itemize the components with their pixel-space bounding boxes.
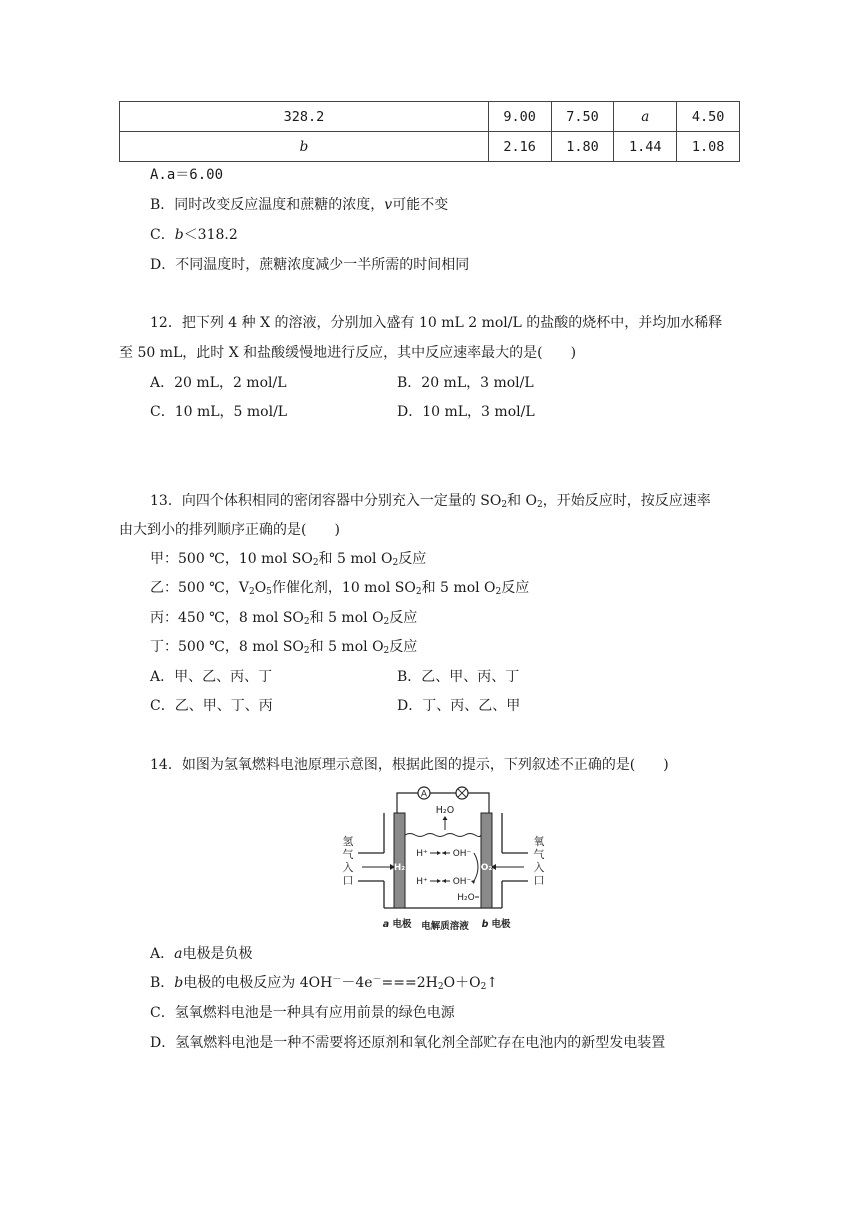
q14-option-c: C．氢氧燃料电池是一种具有应用前景的绿色电源 <box>150 1005 455 1021</box>
q13-text: 作催化剂，10 mol SO <box>271 580 416 596</box>
table-cell: 7.50 <box>551 102 614 132</box>
left-inlet-char: 口 <box>342 874 354 887</box>
q12-option-b: B．20 mL，3 mol/L <box>397 375 534 391</box>
h2o-bottom-label: H₂O <box>457 893 475 903</box>
q11-option-c-text: C． <box>150 227 175 243</box>
q13-text: 反应 <box>389 610 418 626</box>
q11-option-b-text2: 可能不变 <box>392 197 449 213</box>
q12-option-a: A．20 mL，2 mol/L <box>150 375 287 391</box>
q13-text: O <box>254 580 267 596</box>
left-inlet-char: 氢 <box>342 835 354 848</box>
table-cell: b <box>120 132 489 162</box>
label-a-var: a <box>382 919 390 930</box>
q14-stem: 14．如图为氢氧燃料电池原理示意图，根据此图的提示，下列叙述不正确的是( ) <box>150 757 669 773</box>
o2-label: O₂ <box>480 863 493 873</box>
label-a-electrode: 电极 <box>392 919 412 930</box>
h2o-top-label: H₂O <box>435 805 455 816</box>
h2-label: H₂ <box>393 863 406 873</box>
table-cell: 2.16 <box>488 132 551 162</box>
table-cell: 1.80 <box>551 132 614 162</box>
label-b-var: b <box>481 919 489 930</box>
q14-text: ===2H <box>381 975 438 991</box>
q13-text: 反应 <box>398 551 427 567</box>
rate-table <box>119 101 740 162</box>
q14-text: －4e <box>341 975 373 991</box>
label-b-electrode: 电极 <box>491 919 511 930</box>
subscript: 2 <box>501 500 508 510</box>
q11-option-b <box>150 195 448 215</box>
subscript: 2 <box>537 500 543 510</box>
q13-text: 反应 <box>501 580 530 596</box>
left-inlet-char: 入 <box>342 861 354 874</box>
electrode-b <box>481 813 492 908</box>
fuel-cell-diagram <box>338 783 558 937</box>
table-cell: 328.2 <box>120 102 489 132</box>
table-row <box>120 102 740 132</box>
ohminus-label: OH⁻ <box>452 877 472 887</box>
q13-case-yi <box>150 578 529 598</box>
q14-text: 电极是负极 <box>182 946 253 962</box>
table-cell: 4.50 <box>677 102 740 132</box>
q13-text: 丁：500 ℃，8 mol SO <box>150 639 304 655</box>
q14-option-a <box>150 944 252 964</box>
superscript: － <box>372 975 382 985</box>
q13-option-b: B．乙、甲、丙、丁 <box>397 669 520 685</box>
q13-text: 和 5 mol O <box>309 610 384 626</box>
q13-option-a: A．甲、乙、丙、丁 <box>150 669 273 685</box>
subscript: 2 <box>480 982 487 992</box>
q11-option-c <box>150 225 238 245</box>
electrode-a <box>394 813 405 908</box>
q13-text: 和 5 mol O <box>309 639 384 655</box>
q14-option-d: D．氢氧燃料电池是一种不需要将还原剂和氧化剂全部贮存在电池内的新型发电装置 <box>150 1035 666 1051</box>
table-cell: 9.00 <box>488 102 551 132</box>
left-inlet-char: 气 <box>342 848 354 861</box>
table-cell: 1.08 <box>677 132 740 162</box>
right-inlet-char: 入 <box>533 861 545 874</box>
right-inlet-char: 氧 <box>533 835 545 848</box>
q13-text: 乙：500 ℃，V <box>150 580 249 596</box>
q11-option-a: A.a＝6.00 <box>150 167 224 183</box>
q12-stem-line2: 至 50 mL，此时 X 和盐酸缓慢地进行反应，其中反应速率最大的是( ) <box>119 345 577 361</box>
right-inlet-char: 气 <box>533 848 545 861</box>
table-cell: 1.44 <box>614 132 677 162</box>
q14-var: b <box>174 975 184 991</box>
q11-option-c-var: b <box>174 227 184 243</box>
q14-var: a <box>174 946 183 962</box>
subscript: 2 <box>312 558 319 568</box>
subscript: 2 <box>248 587 255 597</box>
ammeter-label: A <box>420 789 428 800</box>
right-inlet-char: 口 <box>533 874 545 887</box>
q14-text: O＋O <box>443 975 481 991</box>
subscript: 2 <box>303 617 310 627</box>
q13-text: 和 5 mol O <box>421 580 496 596</box>
subscript: 2 <box>303 646 310 656</box>
q13-text: 反应 <box>389 639 418 655</box>
q13-text: 13．向四个体积相同的密闭容器中分别充入一定量的 SO <box>150 493 502 509</box>
q13-case-jia <box>150 549 426 569</box>
q13-option-d: D．丁、丙、乙、甲 <box>397 698 521 714</box>
subscript: 2 <box>415 587 422 597</box>
ohminus-label: OH⁻ <box>452 849 472 859</box>
subscript: 2 <box>383 617 390 627</box>
q14-text: A． <box>150 946 175 962</box>
q14-text: B． <box>150 975 175 991</box>
subscript: 2 <box>392 558 399 568</box>
q13-text: ，开始反应时，按反应速率 <box>542 493 711 509</box>
subscript: 2 <box>495 587 502 597</box>
q14-text: 电极的电极反应为 4OH <box>183 975 333 991</box>
subscript: 5 <box>266 587 272 597</box>
table-row <box>120 132 740 162</box>
q13-stem-line1 <box>150 491 711 511</box>
q13-stem-line2: 由大到小的排列顺序正确的是( ) <box>119 522 340 538</box>
q13-case-ding <box>150 637 417 657</box>
superscript: － <box>332 975 342 985</box>
q12-stem-line1: 12．把下列 4 种 X 的溶液，分别加入盛有 10 mL 2 mol/L 的盐酸的烧杯中，并均加水稀释 <box>150 315 723 331</box>
q12-option-c: C．10 mL，5 mol/L <box>150 404 288 420</box>
subscript: 2 <box>437 982 444 992</box>
label-electrolyte: 电解质溶液 <box>421 921 469 932</box>
hplus-label: H⁺ <box>416 877 428 887</box>
subscript: 2 <box>383 646 390 656</box>
table-cell: a <box>614 102 677 132</box>
q13-text: 和 5 mol O <box>318 551 393 567</box>
q13-text: 甲：500 ℃，10 mol SO <box>150 551 313 567</box>
q11-option-d: D．不同温度时，蔗糖浓度减少一半所需的时间相同 <box>150 257 470 273</box>
q11-option-c-text2: ＜318.2 <box>183 227 238 243</box>
q11-option-b-var: v <box>384 197 393 213</box>
q13-option-c: C．乙、甲、丁、丙 <box>150 698 273 714</box>
hplus-label: H⁺ <box>416 849 428 859</box>
q14-text: ↑ <box>486 975 499 991</box>
q13-text: 丙：450 ℃，8 mol SO <box>150 610 304 626</box>
q13-case-bing <box>150 608 417 628</box>
q11-option-b-text: B．同时改变反应温度和蔗糖的浓度， <box>150 197 385 213</box>
q14-option-b <box>150 973 498 993</box>
q12-option-d: D．10 mL，3 mol/L <box>397 404 535 420</box>
q13-text: 和 O <box>507 493 538 509</box>
